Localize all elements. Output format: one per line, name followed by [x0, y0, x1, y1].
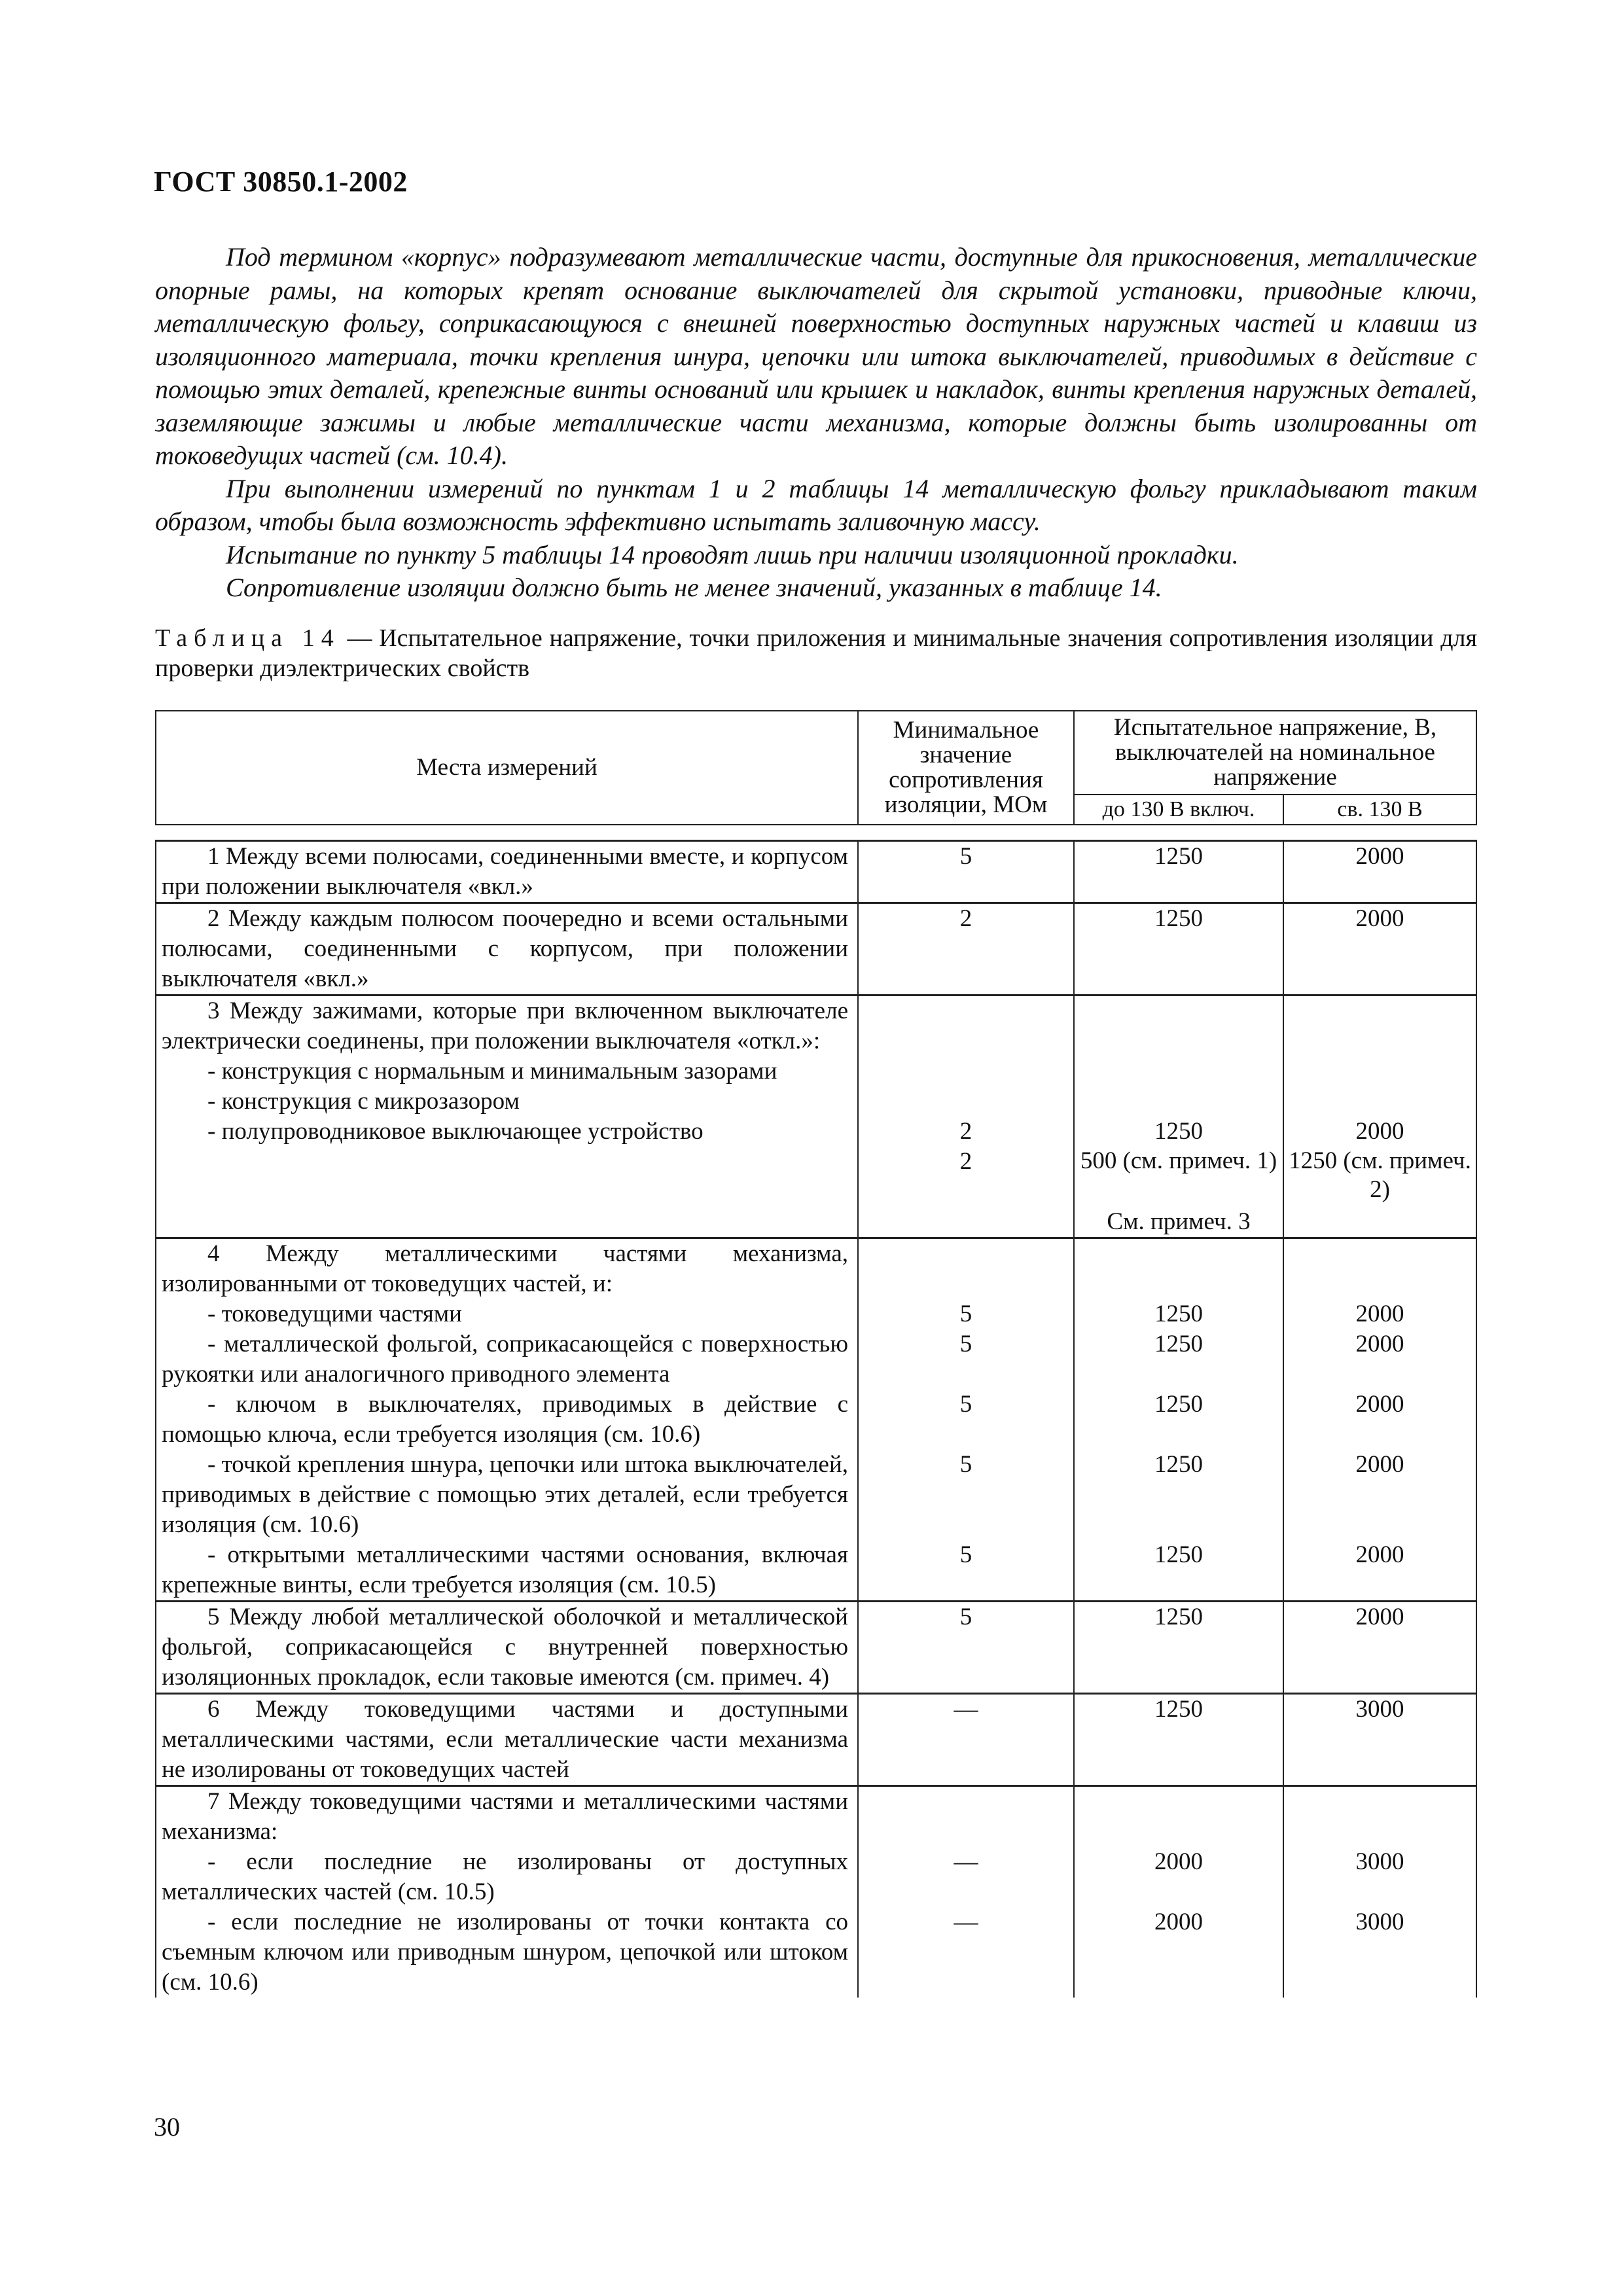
row-min-resistance: 5 [959, 843, 972, 870]
subitem-voltage-upto-130: 500 (см. примеч. 1) [1080, 1147, 1277, 1174]
subitem-voltage-over-130 [1288, 1207, 1472, 1237]
cell-voltage-over-130 [1283, 841, 1476, 903]
cell-voltage-over-130 [1283, 903, 1476, 996]
row-min-resistance: 2 [959, 905, 972, 932]
subitem-min-resistance: 5 [959, 1331, 972, 1357]
subitem-voltage-upto-130: 2000 [1154, 1909, 1203, 1935]
row-min-resistance: 5 [959, 1604, 972, 1630]
subitem-min-resistance: 5 [959, 1541, 972, 1568]
row-min-resistance: — [954, 1696, 978, 1723]
cell-place [156, 841, 858, 903]
subitem-min-resistance: — [954, 1909, 978, 1935]
cell-voltage-upto-130 [1074, 841, 1283, 903]
header-separator [156, 825, 1476, 841]
row-heading-spacer [863, 1787, 1069, 1847]
table-row [156, 841, 1476, 903]
subitem-voltage-upto-130: См. примеч. 3 [1107, 1208, 1251, 1235]
table-14 [155, 710, 1477, 1998]
cell-voltage-upto-130 [1074, 1694, 1283, 1786]
row-heading-spacer [863, 1239, 1069, 1299]
table-row [156, 1602, 1476, 1694]
cell-voltage-upto-130 [1074, 1786, 1283, 1998]
intro-text [155, 241, 1477, 605]
subitem-voltage-over-130: 2000 [1355, 1451, 1404, 1478]
row-heading-spacer [1079, 1239, 1279, 1299]
intro-paragraph: Сопротивление изоляции должно быть не менее значений, указанных в таблице 14. [226, 573, 1162, 602]
cell-voltage-upto-130 [1074, 903, 1283, 996]
row-voltage-over-130: 2000 [1355, 905, 1404, 932]
row-text: 1 Между всеми полюсами, соединенными вместе, и корпусом при положении выключателя «вкл.» [162, 843, 848, 900]
row-voltage-upto-130: 1250 [1154, 1696, 1203, 1723]
row-subitem-text: - точкой крепления шнура, цепочки или штока выключателей, приводимых в действие с помощью этих деталей, если требуется изоляция (см. 10.6) [162, 1451, 848, 1538]
row-heading-spacer [1288, 1787, 1472, 1847]
header-test-voltage: Испытательное напряжение, В, выключателей на номинальное напряжение [1074, 711, 1476, 795]
page-number: 30 [154, 2112, 180, 2142]
cell-voltage-over-130 [1283, 1602, 1476, 1694]
table-row [156, 1238, 1476, 1602]
subitem-min-resistance: 2 [959, 1148, 972, 1175]
subitem-voltage-upto-130: 1250 [1154, 1300, 1203, 1327]
row-subitem-text: - токоведущими частями [207, 1300, 462, 1327]
intro-paragraph: Под термином «корпус» подразумевают металлические части, доступные для прикосновения, металлические опорные рамы, на которых крепят основание выключателей для скрытой установки, приводные ключи, металлическую фольгу, соприкасающуюся с внешней поверхностью доступных наружных частей и клавиш из изоляционного материала, точки крепления шнура, цепочки или штока выключателей, приводимых в действие с помощью этих деталей, крепежные винты оснований или крышек и накладок, винты крепления наружных деталей, заземляющие зажимы и любые металлические части механизма, которые должны быть изолированны от токоведущих частей (см. 10.4). [155, 242, 1477, 470]
subitem-min-resistance [863, 1207, 1069, 1237]
header-places: Места измерений [156, 711, 858, 825]
row-text: 4 Между металлическими частями механизма, изолированными от токоведущих частей, и: [162, 1240, 848, 1297]
cell-min-resistance [858, 1694, 1074, 1786]
cell-voltage-over-130 [1283, 1694, 1476, 1786]
row-voltage-upto-130: 1250 [1154, 905, 1203, 932]
row-heading-spacer [863, 996, 1069, 1117]
row-subitem-text: - ключом в выключателях, приводимых в действие с помощью ключа, если требуется изоляция (см. 10.6) [162, 1391, 848, 1448]
table-caption-label: Таблица 14 [155, 624, 340, 652]
intro-paragraph: Испытание по пункту 5 таблицы 14 проводят лишь при наличии изоляционной прокладки. [226, 539, 1239, 569]
subitem-voltage-over-130: 2000 [1355, 1391, 1404, 1418]
cell-voltage-over-130 [1283, 1786, 1476, 1998]
subitem-min-resistance: 5 [959, 1391, 972, 1418]
cell-voltage-upto-130 [1074, 1602, 1283, 1694]
intro-paragraph: При выполнении измерений по пунктам 1 и 2 таблицы 14 металлическую фольгу прикладывают таким образом, чтобы была возможность эффективно испытать заливочную массу. [155, 473, 1477, 536]
subitem-voltage-over-130: 2000 [1355, 1541, 1404, 1568]
row-subitem-text: - открытыми металлическими частями основания, включая крепежные винты, если требуется изоляция (см. 10.5) [162, 1541, 848, 1598]
row-voltage-upto-130: 1250 [1154, 843, 1203, 870]
cell-place [156, 903, 858, 996]
header-min-resistance: Минимальное значение сопротивления изоляции, МОм [858, 711, 1074, 825]
table-caption-text: — Испытательное напряжение, точки приложения и минимальные значения сопротивления изоляции для проверки диэлектрических свойств [155, 624, 1477, 682]
cell-min-resistance [858, 996, 1074, 1238]
header-upto-130: до 130 В включ. [1074, 795, 1283, 825]
subitem-voltage-over-130: 2000 [1355, 1300, 1404, 1327]
subitem-voltage-upto-130: 2000 [1154, 1848, 1203, 1875]
row-voltage-upto-130: 1250 [1154, 1604, 1203, 1630]
subitem-voltage-upto-130: 1250 [1154, 1118, 1203, 1145]
cell-min-resistance [858, 1786, 1074, 1998]
cell-place [156, 1602, 858, 1694]
subitem-voltage-upto-130: 1250 [1154, 1451, 1203, 1478]
cell-place [156, 1238, 858, 1602]
subitem-min-resistance: — [954, 1848, 978, 1875]
subitem-min-resistance: 2 [959, 1118, 972, 1145]
subitem-voltage-upto-130: 1250 [1154, 1541, 1203, 1568]
subitem-voltage-over-130: 2000 [1355, 1331, 1404, 1357]
row-heading-spacer [1288, 1239, 1472, 1299]
table-row [156, 1786, 1476, 1998]
row-text: 5 Между любой металлической оболочкой и металлической фольгой, соприкасающейся с внутренней поверхностью изоляционных прокладок, если таковые имеются (см. примеч. 4) [162, 1604, 848, 1691]
table-row [156, 903, 1476, 996]
row-text: 3 Между зажимами, которые при включенном выключателе электрически соединены, при положении выключателя «откл.»: [162, 997, 848, 1054]
row-text: 2 Между каждым полюсом поочередно и всеми остальными полюсами, соединенными с корпусом, при положении выключателя «вкл.» [162, 905, 848, 992]
row-heading-spacer [1288, 996, 1472, 1117]
row-subitem-text: - металлической фольгой, соприкасающейся с поверхностью рукоятки или аналогичного приводного элемента [162, 1331, 848, 1388]
cell-min-resistance [858, 903, 1074, 996]
cell-voltage-upto-130 [1074, 1238, 1283, 1602]
row-subitem-text: - полупроводниковое выключающее устройство [207, 1118, 704, 1145]
subitem-voltage-over-130: 3000 [1355, 1909, 1404, 1935]
row-text: 6 Между токоведущими частями и доступными металлическими частями, если металлические части механизма не изолированы от токоведущих частей [162, 1696, 848, 1783]
table-caption [155, 623, 1477, 683]
cell-place [156, 996, 858, 1238]
row-text: 7 Между токоведущими частями и металлическими частями механизма: [162, 1788, 848, 1845]
subitem-voltage-over-130: 2000 [1355, 1118, 1404, 1145]
subitem-voltage-upto-130: 1250 [1154, 1391, 1203, 1418]
row-subitem-text: - конструкция с нормальным и минимальным зазорами [207, 1058, 777, 1085]
cell-min-resistance [858, 1602, 1074, 1694]
subitem-min-resistance: 5 [959, 1451, 972, 1478]
subitem-voltage-over-130: 3000 [1355, 1848, 1404, 1875]
row-heading-spacer [1079, 996, 1279, 1117]
cell-voltage-upto-130 [1074, 996, 1283, 1238]
row-voltage-over-130: 3000 [1355, 1696, 1404, 1723]
header-over-130: св. 130 В [1283, 795, 1476, 825]
cell-min-resistance [858, 841, 1074, 903]
cell-min-resistance [858, 1238, 1074, 1602]
cell-place [156, 1786, 858, 1998]
row-subitem-text: - если последние не изолированы от точки контакта со съемным ключом или приводным шнуром, цепочкой или штоком (см. 10.6) [162, 1909, 848, 1996]
cell-place [156, 1694, 858, 1786]
subitem-voltage-over-130: 1250 (см. примеч. 2) [1289, 1147, 1471, 1203]
table-row [156, 996, 1476, 1238]
row-heading-spacer [1079, 1787, 1279, 1847]
document-code: ГОСТ 30850.1-2002 [154, 166, 408, 198]
subitem-voltage-upto-130: 1250 [1154, 1331, 1203, 1357]
table-row [156, 1694, 1476, 1786]
row-voltage-over-130: 2000 [1355, 1604, 1404, 1630]
table-body [156, 841, 1476, 1998]
cell-voltage-over-130 [1283, 996, 1476, 1238]
cell-voltage-over-130 [1283, 1238, 1476, 1602]
row-voltage-over-130: 2000 [1355, 843, 1404, 870]
row-subitem-text: - конструкция с микрозазором [207, 1088, 520, 1115]
subitem-min-resistance: 5 [959, 1300, 972, 1327]
row-subitem-text: - если последние не изолированы от доступных металлических частей (см. 10.5) [162, 1848, 848, 1905]
